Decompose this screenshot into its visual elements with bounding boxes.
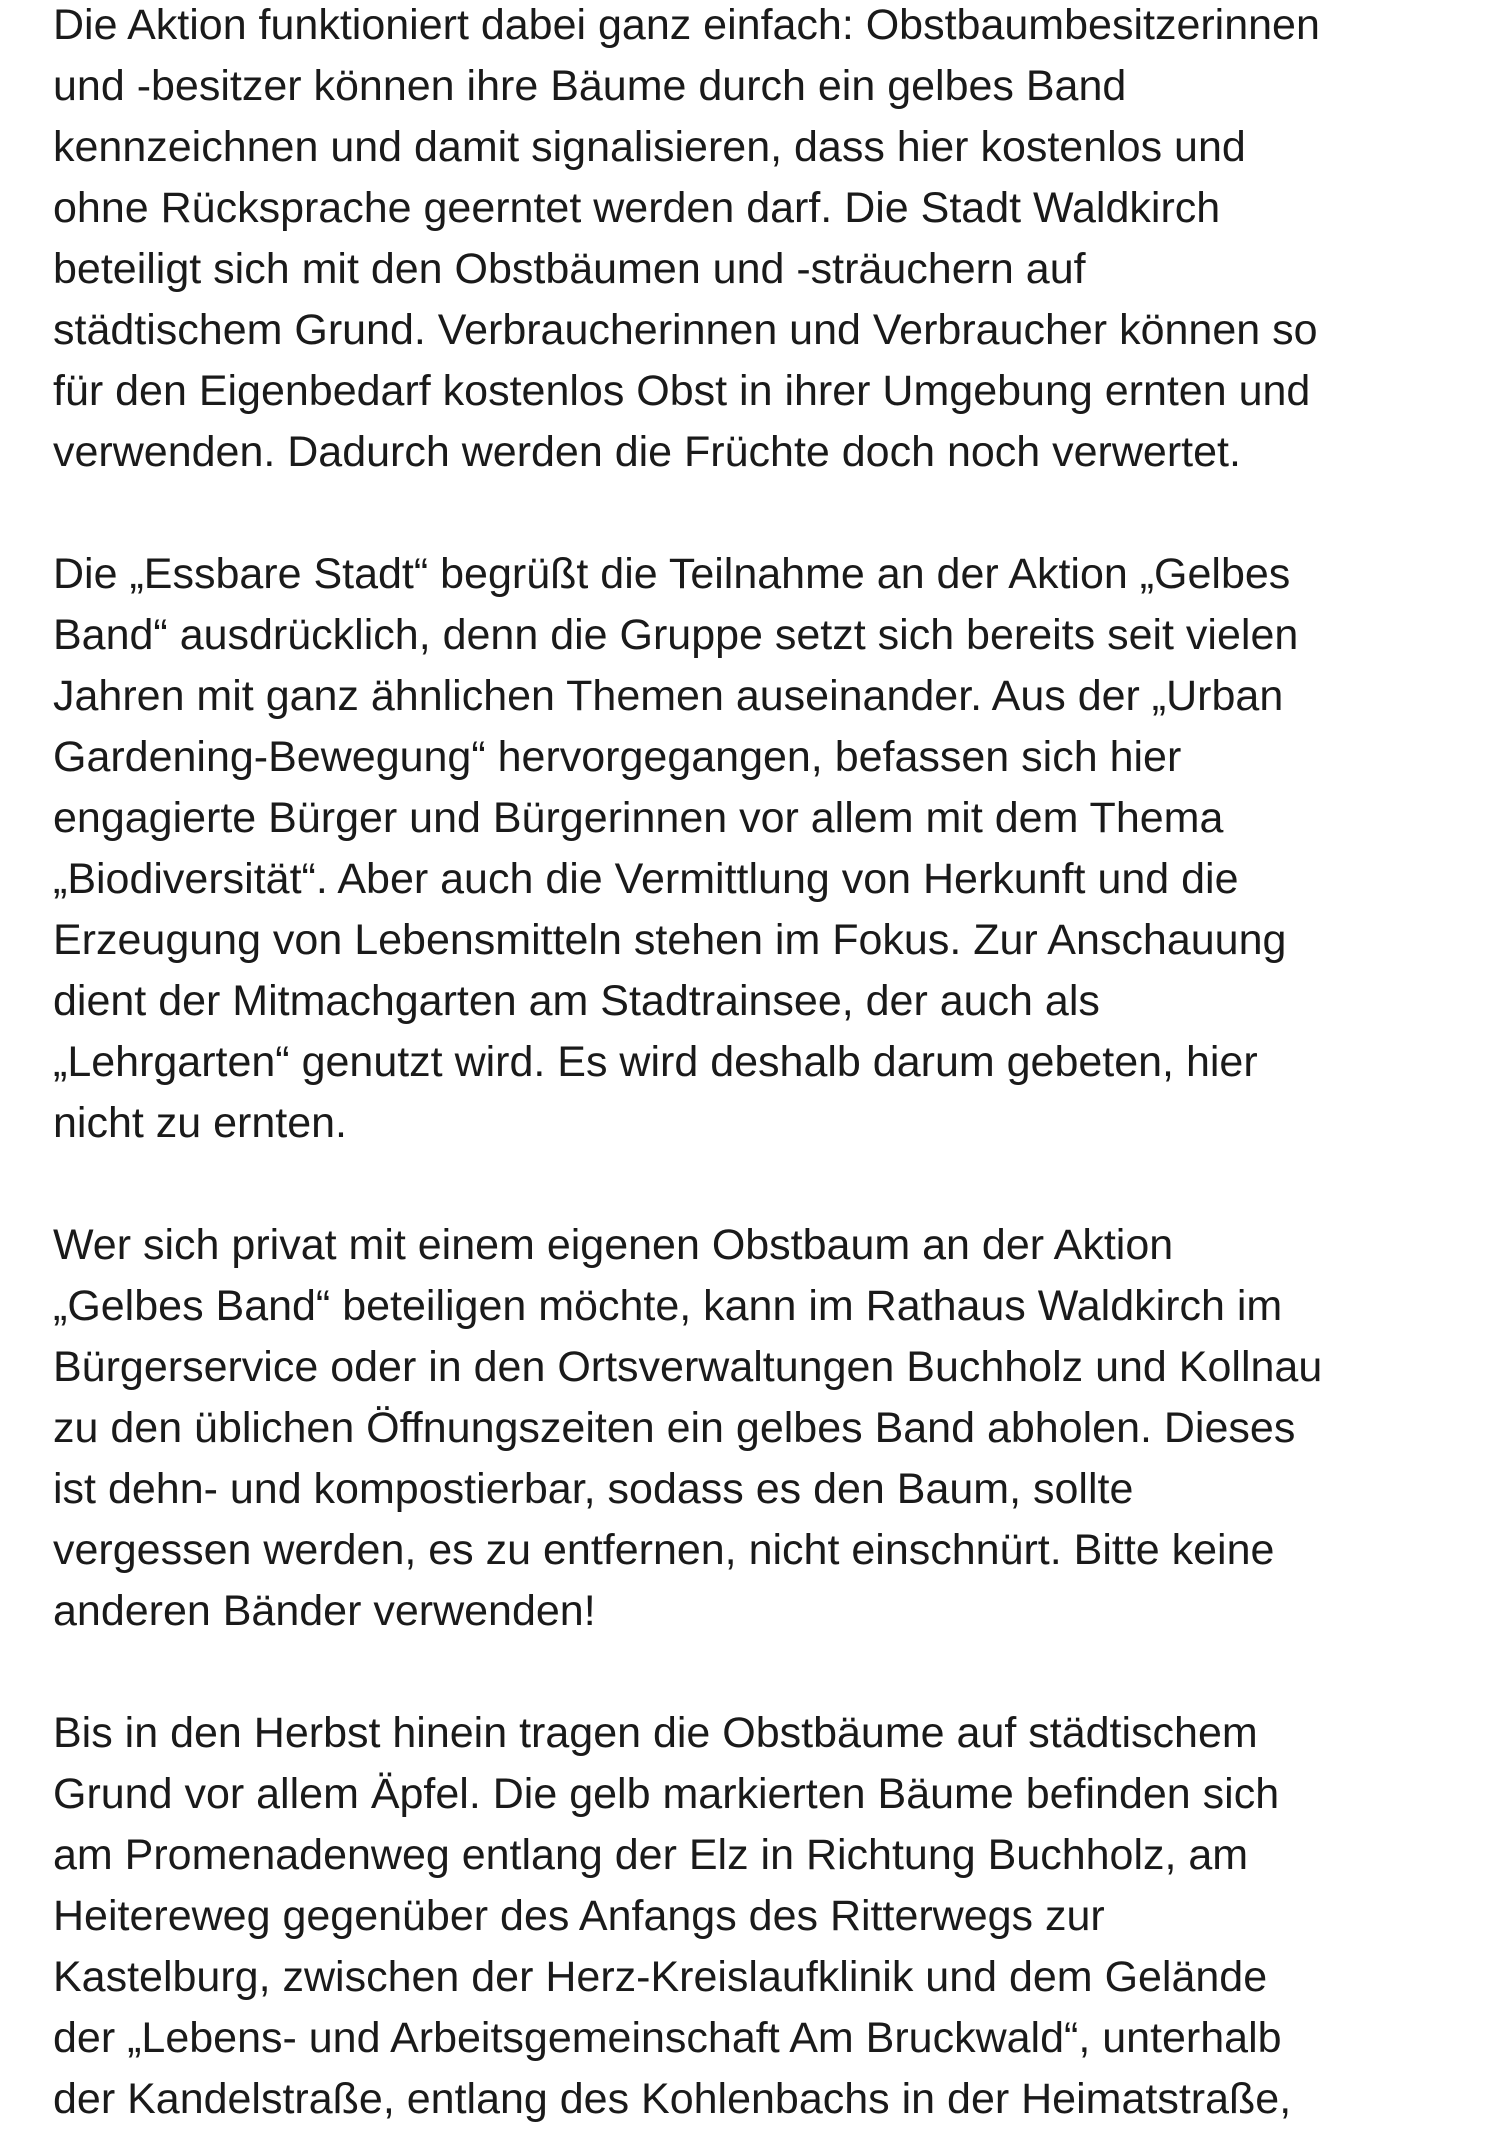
text-line: ist dehn- und kompostierbar, sodass es den Baum, sollte	[53, 1465, 1134, 1513]
text-line: kennzeichnen und damit signalisieren, dass hier kostenlos und	[53, 123, 1246, 171]
text-line: Wer sich privat mit einem eigenen Obstbaum an der Aktion	[53, 1221, 1174, 1269]
text-line: und -besitzer können ihre Bäume durch ein gelbes Band	[53, 62, 1127, 110]
text-line: „Gelbes Band“ beteiligen möchte, kann im Rathaus Waldkirch im	[53, 1282, 1283, 1330]
text-line: „Biodiversität“. Aber auch die Vermittlung von Herkunft und die	[53, 855, 1239, 903]
text-line: am Promenadenweg entlang der Elz in Richtung Buchholz, am	[53, 1831, 1249, 1879]
text-line: Gardening-Bewegung“ hervorgegangen, befassen sich hier	[53, 733, 1182, 781]
text-line: Band“ ausdrücklich, denn die Gruppe setzt sich bereits seit vielen	[53, 611, 1299, 659]
text-line: für den Eigenbedarf kostenlos Obst in ihrer Umgebung ernten und	[53, 367, 1311, 415]
article-body	[53, 0, 1493, 2130]
paragraph	[53, 0, 1493, 483]
text-line: zu den üblichen Öffnungszeiten ein gelbes Band abholen. Dieses	[53, 1404, 1296, 1452]
text-line: „Lehrgarten“ genutzt wird. Es wird deshalb darum gebeten, hier	[53, 1038, 1258, 1086]
text-line: anderen Bänder verwenden!	[53, 1587, 596, 1635]
text-line: vergessen werden, es zu entfernen, nicht einschnürt. Bitte keine	[53, 1526, 1275, 1574]
paragraph-spacer	[53, 1642, 1493, 1703]
paragraph-spacer	[53, 483, 1493, 544]
text-line: ohne Rücksprache geerntet werden darf. Die Stadt Waldkirch	[53, 184, 1221, 232]
text-line: Bis in den Herbst hinein tragen die Obstbäume auf städtischem	[53, 1709, 1258, 1757]
paragraph	[53, 1703, 1493, 2130]
text-line: Erzeugung von Lebensmitteln stehen im Fokus. Zur Anschauung	[53, 916, 1287, 964]
text-line: städtischem Grund. Verbraucherinnen und Verbraucher können so	[53, 306, 1318, 354]
text-line: Die Aktion funktioniert dabei ganz einfach: Obstbaumbesitzerinnen	[53, 1, 1320, 49]
paragraph-spacer	[53, 1154, 1493, 1215]
text-line: Jahren mit ganz ähnlichen Themen auseinander. Aus der „Urban	[53, 672, 1284, 720]
text-line: engagierte Bürger und Bürgerinnen vor allem mit dem Thema	[53, 794, 1224, 842]
paragraph	[53, 1215, 1493, 1642]
text-line: dient der Mitmachgarten am Stadtrainsee, der auch als	[53, 977, 1100, 1025]
text-line: der Kandelstraße, entlang des Kohlenbachs in der Heimatstraße,	[53, 2075, 1292, 2123]
text-line: verwenden. Dadurch werden die Früchte doch noch verwertet.	[53, 428, 1241, 476]
text-line: Grund vor allem Äpfel. Die gelb markierten Bäume befinden sich	[53, 1770, 1280, 1818]
text-line: beteiligt sich mit den Obstbäumen und -sträuchern auf	[53, 245, 1086, 293]
text-line: nicht zu ernten.	[53, 1099, 348, 1147]
text-line: der „Lebens- und Arbeitsgemeinschaft Am Bruckwald“, unterhalb	[53, 2014, 1282, 2062]
text-line: Kastelburg, zwischen der Herz-Kreislaufklinik und dem Gelände	[53, 1953, 1268, 2001]
text-line: Bürgerservice oder in den Ortsverwaltungen Buchholz und Kollnau	[53, 1343, 1323, 1391]
paragraph	[53, 544, 1493, 1154]
text-line: Die „Essbare Stadt“ begrüßt die Teilnahme an der Aktion „Gelbes	[53, 550, 1291, 598]
text-line: Heitereweg gegenüber des Anfangs des Ritterwegs zur	[53, 1892, 1105, 1940]
